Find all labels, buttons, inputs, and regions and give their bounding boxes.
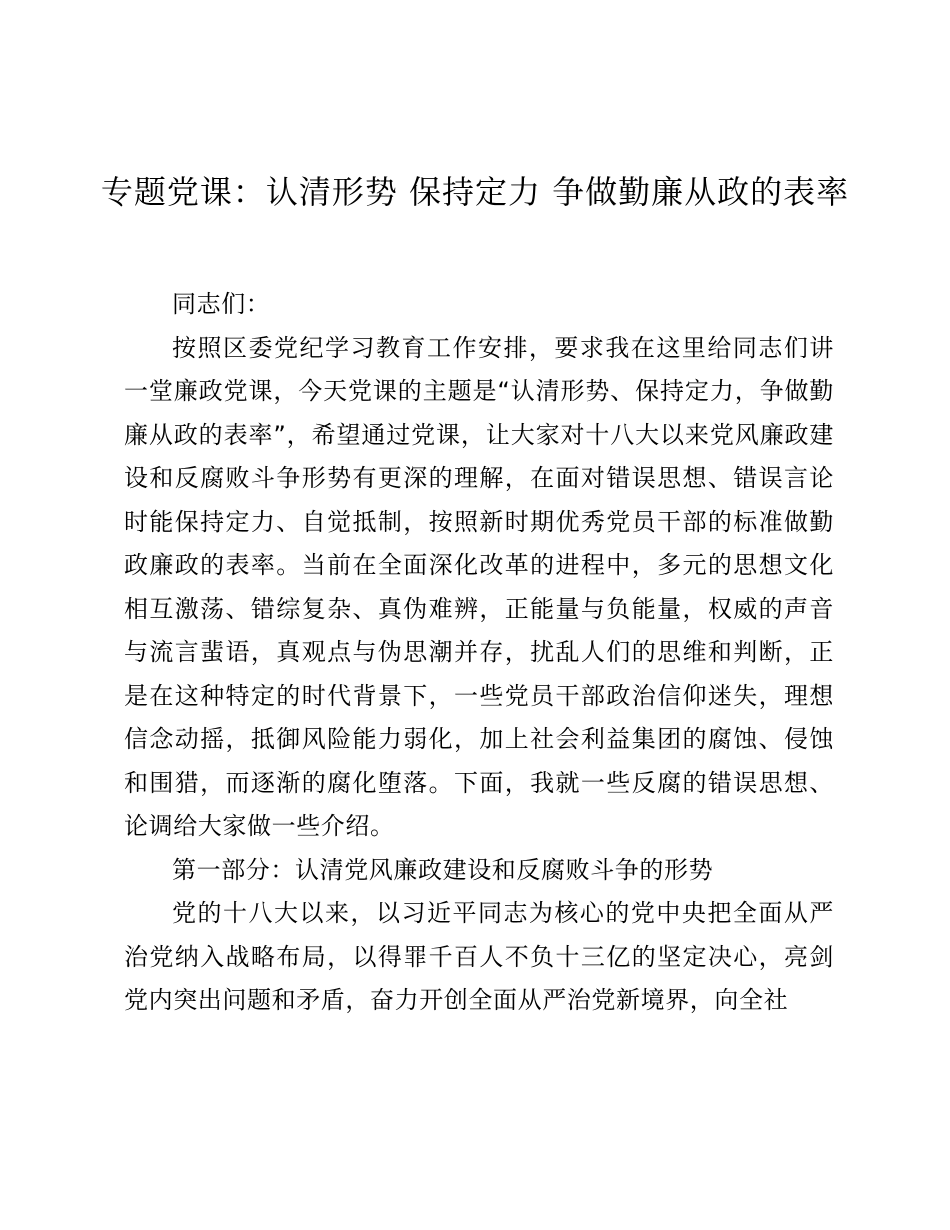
document-body bbox=[124, 283, 834, 1023]
section-paragraph: 党的十八大以来，以习近平同志为核心的党中央把全面从严治党纳入战略布局，以得罪千百人不负十三亿的坚定决心，亮剑党内突出问题和矛盾，奋力开创全面从严治党新境界，向全社 bbox=[124, 899, 834, 1014]
section-heading: 第一部分：认清党风廉政建设和反腐败斗争的形势 bbox=[172, 855, 714, 884]
salutation-paragraph: 同志们： bbox=[172, 290, 271, 318]
document-title: 专题党课：认清形势 保持定力 争做勤廉从政的表率 bbox=[100, 173, 850, 211]
intro-paragraph: 按照区委党纪学习教育工作安排，要求我在这里给同志们讲一堂廉政党课，今天党课的主题是“认清形势、保持定力，争做勤廉从政的表率”，希望通过党课，让大家对十八大以来党风廉政建设和反腐败斗争形势有更深的理解，在面对错误思想、错误言论时能保持定力、自觉抵制，按照新时期优秀党员干部的标准做勤政廉政的表率。当前在全面深化改革的进程中，多元的思想文化相互激荡、错综复杂、真伪难辨，正能量与负能量，权威的声音与流言蜚语，真观点与伪思潮并存，扰乱人们的思维和判断，正是在这种特定的时代背景下，一些党员干部政治信仰迷失，理想信念动摇，抵御风险能力弱化，加上社会利益集团的腐蚀、侵蚀和围猎，而逐渐的腐化堕落。下面，我就一些反腐的错误思想、论调给大家做一些介绍。 bbox=[124, 333, 834, 840]
